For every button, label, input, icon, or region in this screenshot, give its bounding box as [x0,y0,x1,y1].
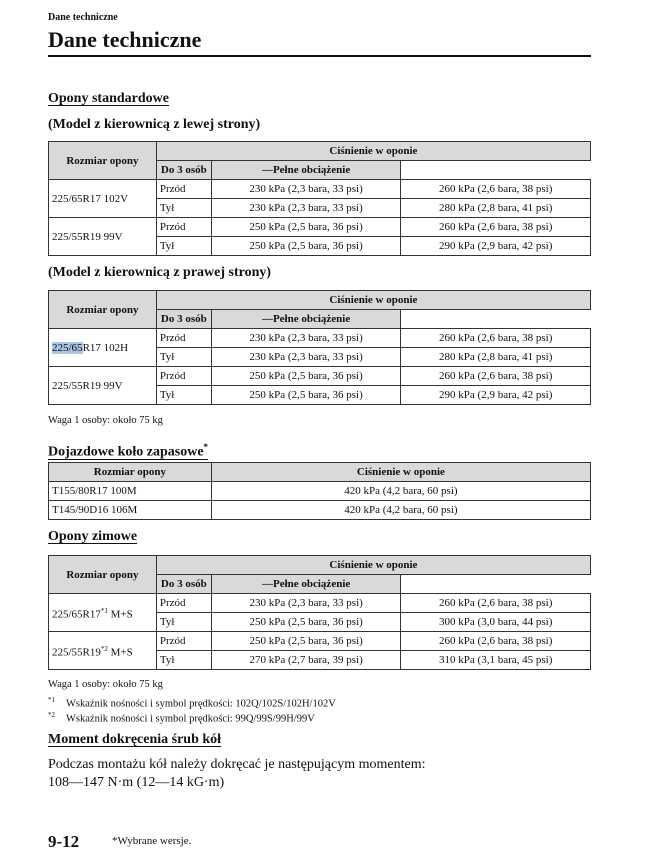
pressure-3p-cell: 230 kPa (2,3 bara, 33 psi) [211,199,401,218]
tire-size-cell [49,632,157,670]
table-row [49,632,591,651]
page-title: Dane techniczne [48,27,202,52]
position-cell: Tył [156,348,211,367]
pressure-cell: 420 kPa (4,2 bara, 60 psi) [211,482,590,501]
pressure-full-cell: 260 kPa (2,6 bara, 38 psi) [401,632,591,651]
pressure-3p-cell: 250 kPa (2,5 bara, 36 psi) [211,367,401,386]
position-cell: Przód [156,329,211,348]
position-cell: Tył [156,199,211,218]
section-heading-spare [48,438,208,462]
pressure-full-cell: 280 kPa (2,8 bara, 41 psi) [401,348,591,367]
section-heading-winter: Opony zimowe [48,529,138,544]
header-tire-size: Rozmiar opony [49,291,157,329]
pressure-full-cell: 260 kPa (2,6 bara, 38 psi) [401,218,591,237]
pressure-3p-cell: 250 kPa (2,5 bara, 36 psi) [211,386,401,405]
spare-heading-text: Dojazdowe koło zapasowe [48,444,204,460]
pressure-full-cell: 260 kPa (2,6 bara, 38 psi) [401,329,591,348]
footnote-mark: *2 [48,711,55,719]
footnote-ref: *2 [100,644,108,653]
pressure-full-cell: 260 kPa (2,6 bara, 38 psi) [401,594,591,613]
table-spare [48,462,591,520]
tire-size-text: 225/65R17 [52,608,101,621]
position-cell: Tył [156,237,211,256]
pressure-full-cell: 300 kPa (3,0 bara, 44 psi) [401,613,591,632]
selected-text-highlight[interactable]: 225/65 [52,341,83,354]
running-header: Dane techniczne [48,12,118,23]
header-tire-size: Rozmiar opony [49,142,157,180]
pressure-full-cell: 310 kPa (3,1 bara, 45 psi) [401,651,591,670]
header-tire-size: Rozmiar opony [49,556,157,594]
position-cell: Przód [156,367,211,386]
header-full-load: —Pełne obciążenie [211,575,401,594]
tire-size-text: 225/55R19 [52,646,101,659]
weight-note: Waga 1 osoby: około 75 kg [48,415,163,426]
header-up-to-3: Do 3 osób [156,310,211,329]
footer-note: *Wybrane wersje. [112,835,192,847]
tire-size-cell[interactable] [49,329,157,367]
pressure-full-cell: 290 kPa (2,9 bara, 42 psi) [401,237,591,256]
tire-size-cell: 225/65R17 102V [49,180,157,218]
torque-value: 108—147 N·m (12—14 kG·m) [48,775,225,790]
position-cell: Przód [156,632,211,651]
section-heading-standard-tires: Opony standardowe [48,91,169,106]
header-up-to-3: Do 3 osób [156,161,211,180]
header-full-load: —Pełne obciążenie [211,161,401,180]
torque-instruction: Podczas montażu kół należy dokręcać je następującym momentem: [48,757,426,772]
subheading-lhd: (Model z kierownicą z lewej strony) [48,117,261,132]
pressure-3p-cell: 250 kPa (2,5 bara, 36 psi) [211,632,401,651]
page-number: 9-12 [48,832,80,851]
weight-note: Waga 1 osoby: około 75 kg [48,679,163,690]
pressure-3p-cell: 230 kPa (2,3 bara, 33 psi) [211,594,401,613]
table-row [49,594,591,613]
pressure-cell: 420 kPa (4,2 bara, 60 psi) [211,501,590,520]
pressure-3p-cell: 230 kPa (2,3 bara, 33 psi) [211,348,401,367]
pressure-3p-cell: 250 kPa (2,5 bara, 36 psi) [211,237,401,256]
table-row [49,329,591,348]
header-full-load: —Pełne obciążenie [211,310,401,329]
tire-size-suffix: M+S [107,608,133,621]
header-pressure: Ciśnienie w oponie [156,556,590,575]
footnote-mark: *1 [48,696,55,704]
pressure-full-cell: 260 kPa (2,6 bara, 38 psi) [401,180,591,199]
table-winter [48,555,591,670]
optional-mark: * [203,442,209,452]
table-row [49,482,591,501]
header-up-to-3: Do 3 osób [156,575,211,594]
pressure-full-cell: 280 kPa (2,8 bara, 41 psi) [401,199,591,218]
pressure-3p-cell: 230 kPa (2,3 bara, 33 psi) [211,180,401,199]
position-cell: Tył [156,613,211,632]
pressure-3p-cell: 250 kPa (2,5 bara, 36 psi) [211,218,401,237]
pressure-3p-cell: 270 kPa (2,7 bara, 39 psi) [211,651,401,670]
pressure-full-cell: 290 kPa (2,9 bara, 42 psi) [401,386,591,405]
table-row [49,367,591,386]
pressure-3p-cell: 230 kPa (2,3 bara, 33 psi) [211,329,401,348]
tire-size-cell [49,594,157,632]
tire-size-rest: R17 102H [82,341,129,354]
section-heading-torque: Moment dokręcenia śrub kół [48,732,222,747]
position-cell: Tył [156,651,211,670]
position-cell: Tył [156,386,211,405]
position-cell: Przód [156,218,211,237]
table-row [49,180,591,199]
table-row [49,501,591,520]
table-standard-rhd [48,290,591,405]
header-tire-size: Rozmiar opony [49,463,212,482]
pressure-3p-cell: 250 kPa (2,5 bara, 36 psi) [211,613,401,632]
tire-size-cell: 225/55R19 99V [49,218,157,256]
footnote-text: Wskaźnik nośności i symbol prędkości: 102Q/102S/102H/102V [66,698,336,710]
footnote-ref: *1 [100,606,108,615]
table-standard-lhd [48,141,591,256]
tire-size-cell: T155/80R17 100M [49,482,212,501]
table-row [49,218,591,237]
tire-size-cell: 225/55R19 99V [49,367,157,405]
header-pressure: Ciśnienie w oponie [211,463,590,482]
header-pressure: Ciśnienie w oponie [156,291,590,310]
position-cell: Przód [156,180,211,199]
pressure-full-cell: 260 kPa (2,6 bara, 38 psi) [401,367,591,386]
footnote-text: Wskaźnik nośności i symbol prędkości: 99Q/99S/99H/99V [66,713,315,725]
title-rule [48,55,591,57]
tire-size-suffix: M+S [107,646,133,659]
header-pressure: Ciśnienie w oponie [156,142,590,161]
tire-size-cell: T145/90D16 106M [49,501,212,520]
position-cell: Przód [156,594,211,613]
subheading-rhd: (Model z kierownicą z prawej strony) [48,265,272,280]
footnote [48,708,315,727]
